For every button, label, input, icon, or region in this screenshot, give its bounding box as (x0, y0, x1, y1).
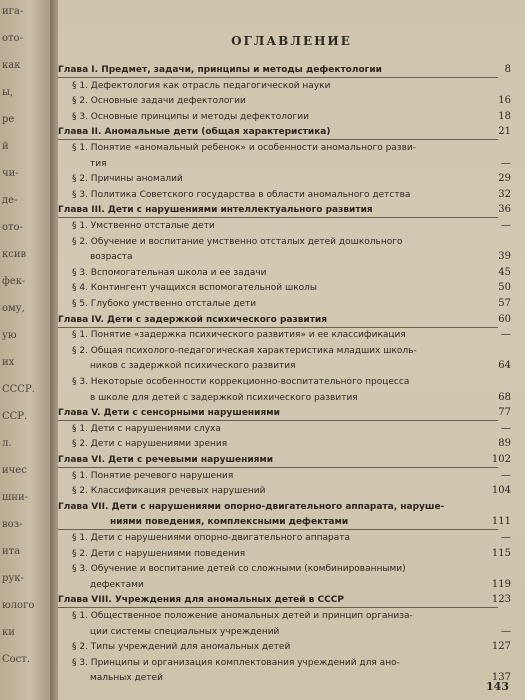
left-page-fragment: ксив (2, 249, 27, 260)
toc-entry (58, 485, 525, 499)
toc-entry (58, 470, 525, 484)
toc-entry-page: 119 (491, 578, 511, 590)
toc-entry-label: ников с задержкой психического развития (90, 361, 296, 372)
toc-entry-page: 127 (491, 641, 511, 653)
toc-entry-label: § 3. Обучение и воспитание детей со сложными (комбинированными) (72, 564, 406, 575)
toc-entry (58, 407, 525, 421)
toc-entry-label: § 1. Понятие «аномальный ребенок» и особенности аномального разви- (72, 143, 416, 153)
toc-entry (58, 641, 525, 655)
left-page-fragment: шни- (2, 492, 29, 503)
chapter-underline (58, 467, 498, 468)
toc-entry (58, 657, 525, 671)
toc-entry (58, 594, 525, 608)
toc-entry (58, 158, 525, 172)
toc-entry-page: 115 (491, 547, 511, 559)
book-gutter (50, 0, 58, 700)
left-page-fragment: й (2, 141, 9, 152)
toc-entry-page: — (501, 532, 511, 543)
toc-entry-page: 21 (498, 126, 511, 138)
toc-entry (58, 454, 525, 468)
chapter-underline (58, 607, 498, 608)
left-page-fragment: ки (2, 627, 15, 638)
chapter-underline (58, 327, 498, 328)
toc-entry-page: 102 (491, 454, 511, 465)
toc-entry-page: 50 (498, 282, 511, 294)
left-page-fragment: воз- (2, 519, 23, 530)
toc-entry (58, 626, 525, 640)
left-page-fragment: чи- (2, 168, 19, 179)
toc-entry-label: Глава V. Дети с сенсорными нарушениями (58, 408, 280, 419)
toc-title: ОГЛАВЛЕНИЕ (231, 34, 352, 48)
toc-entry-label: Глава III. Дети с нарушениями интеллектуального развития (58, 205, 373, 216)
toc-entry-page: 111 (491, 516, 511, 528)
toc-entry-label: § 5. Глубоко умственно отсталые дети (72, 299, 257, 309)
toc-entry (58, 173, 525, 187)
toc-entry (58, 236, 525, 250)
toc-entry-label: § 4. Контингент учащихся вспомогательной школы (72, 283, 318, 294)
toc-entry-label: § 1. Понятие «задержка психического развития» и ее классификация (72, 330, 406, 341)
toc-entry-page: 16 (498, 95, 511, 107)
toc-entry-page: 89 (498, 438, 511, 450)
toc-entry (58, 298, 525, 312)
toc-entry (58, 438, 525, 452)
toc-entry-label: Глава VIII. Учреждения для аномальных детей в СССР (58, 595, 344, 606)
toc-entry-page: 18 (498, 110, 511, 122)
chapter-underline (58, 77, 498, 78)
toc-entry-page: 57 (498, 298, 511, 309)
chapter-underline (58, 529, 498, 530)
toc-entry (58, 80, 525, 94)
toc-entry-label: § 2. Дети с нарушениями поведения (72, 548, 246, 559)
toc-entry (58, 126, 525, 140)
left-page-fragment: ото- (2, 33, 23, 44)
previous-page-strip (0, 0, 50, 700)
toc-entry-page: 32 (498, 188, 511, 200)
toc-entry (58, 548, 525, 562)
toc-entry-page: 68 (498, 391, 511, 403)
toc-entry-label: Глава VI. Дети с речевыми нарушениями (58, 455, 274, 465)
toc-entry-page: — (501, 469, 511, 481)
toc-entry-label: § 3. Принципы и организация комплектования учреждений для ано- (72, 657, 400, 668)
toc-entry-label: § 2. Дети с нарушениями зрения (72, 439, 228, 450)
toc-entry-label: Глава I. Предмет, задачи, принципы и методы дефектологии (58, 65, 382, 75)
toc-entry-label: § 1. Умственно отсталые дети (72, 221, 215, 231)
toc-entry (58, 204, 525, 218)
left-page-fragment: ы, (2, 87, 14, 98)
left-page-fragment: ото- (2, 222, 23, 233)
toc-entry (58, 251, 525, 265)
toc-entry-label: Глава II. Аномальные дети (общая характеристика) (58, 127, 331, 138)
toc-entry-page: 36 (498, 204, 511, 216)
toc-entry-label: § 3. Некоторые особенности коррекционно-воспитательного процесса (72, 377, 410, 387)
left-page-fragment: фек- (2, 276, 26, 287)
left-page-fragment: ита (2, 546, 21, 557)
toc-entry (58, 376, 525, 390)
toc-entry (58, 516, 525, 530)
chapter-underline (58, 139, 498, 140)
toc-entry-label: возраста (90, 252, 133, 263)
toc-entry-label: § 3. Вспомогательная школа и ее задачи (72, 267, 267, 278)
left-page-fragment: ре (2, 114, 15, 125)
toc-entry (58, 220, 525, 234)
left-page-fragment: Сост. (2, 654, 30, 665)
toc-entry (58, 314, 525, 328)
left-page-fragment: де- (2, 195, 18, 206)
toc-entry-label: § 3. Политика Советского государства в области аномального детства (72, 189, 411, 200)
toc-entry (58, 563, 525, 577)
toc-entry-label: § 1. Общественное положение аномальных детей и принцип организа- (72, 611, 413, 621)
left-page-fragment: рук- (2, 573, 24, 584)
left-page-fragment: как (2, 60, 21, 71)
chapter-underline (58, 217, 498, 218)
toc-entry-page: 29 (498, 173, 511, 185)
toc-entry (58, 423, 525, 437)
left-page-fragment: ига- (2, 6, 24, 17)
toc-entry-page: 45 (498, 266, 511, 278)
toc-page (58, 0, 525, 700)
toc-entry (58, 111, 525, 125)
toc-entry-label: ции системы специальных учреждений (90, 626, 280, 637)
toc-entry-page: 77 (498, 407, 511, 419)
toc-entry (58, 64, 525, 78)
toc-entry-page: — (501, 625, 511, 637)
toc-entry-page: 39 (498, 251, 511, 263)
toc-entry-page: 8 (504, 64, 511, 75)
left-page-fragment: СССР. (2, 384, 35, 395)
left-page-fragment: ому, (2, 303, 25, 314)
chapter-underline (58, 420, 498, 421)
toc-entry-label: Глава IV. Дети с задержкой психического развития (58, 314, 328, 325)
toc-entry (58, 267, 525, 281)
toc-entry-page: 64 (498, 360, 511, 372)
left-page-fragment: ую (2, 330, 17, 341)
toc-entry-label: § 1. Дефектология как отрасль педагогической науки (72, 80, 331, 91)
toc-entry (58, 360, 525, 374)
toc-entry-page: 60 (498, 313, 511, 325)
toc-entry-page: — (501, 157, 511, 169)
page-number: 143 (486, 680, 509, 693)
toc-entry-label: § 1. Дети с нарушениями слуха (72, 423, 221, 434)
toc-entry-label: § 2. Основные задачи дефектологии (72, 96, 246, 107)
toc-entry (58, 189, 525, 203)
toc-entry (58, 579, 525, 593)
toc-entry-page: 137 (491, 672, 511, 684)
toc-entry-label: ниями поведения, комплексными дефектами (110, 517, 349, 528)
toc-entry (58, 672, 525, 686)
toc-entry-page: — (501, 422, 511, 434)
toc-entry-label: § 1. Понятие речевого нарушения (72, 470, 234, 481)
toc-entry-label: § 2. Классификация речевых нарушений (72, 486, 266, 497)
toc-entry-page: — (501, 329, 511, 341)
toc-entry (58, 345, 525, 359)
left-page-fragment: их (2, 357, 15, 368)
toc-entry-page: 123 (491, 594, 511, 606)
toc-entry-label: § 2. Общая психолого-педагогическая характеристика младших школь- (72, 345, 417, 356)
toc-entry-label: § 3. Основные принципы и методы дефектологии (72, 111, 309, 122)
left-page-fragment: юлого (2, 600, 35, 611)
toc-entry-label: § 1. Дети с нарушениями опорно-двигательного аппарата (72, 533, 350, 543)
toc-entry (58, 142, 525, 156)
toc-entry-label: § 2. Типы учреждений для аномальных детей (72, 642, 291, 653)
left-page-fragment: ичес (2, 465, 27, 476)
toc-entry-label: Глава VII. Дети с нарушениями опорно-двигательного аппарата, наруше- (58, 501, 445, 512)
toc-entry-label: § 2. Причины аномалий (72, 174, 183, 185)
toc-entry-label: § 2. Обучение и воспитание умственно отсталых детей дошкольного (72, 236, 403, 247)
toc-entry-label: мальных детей (90, 673, 163, 684)
toc-entry (58, 282, 525, 296)
toc-entry (58, 392, 525, 406)
toc-entry (58, 329, 525, 343)
toc-entry-label: в школе для детей с задержкой психического развития (90, 392, 358, 403)
toc-entry (58, 95, 525, 109)
toc-entry-page: — (501, 220, 511, 231)
left-page-fragment: л. (2, 438, 12, 449)
toc-entry (58, 501, 525, 515)
toc-entry-label: тия (90, 158, 107, 169)
toc-entry (58, 532, 525, 546)
toc-entry-page: 104 (491, 485, 511, 497)
toc-entry-label: дефектами (90, 579, 144, 590)
left-page-fragment: ССР. (2, 411, 28, 422)
toc-entry (58, 610, 525, 624)
